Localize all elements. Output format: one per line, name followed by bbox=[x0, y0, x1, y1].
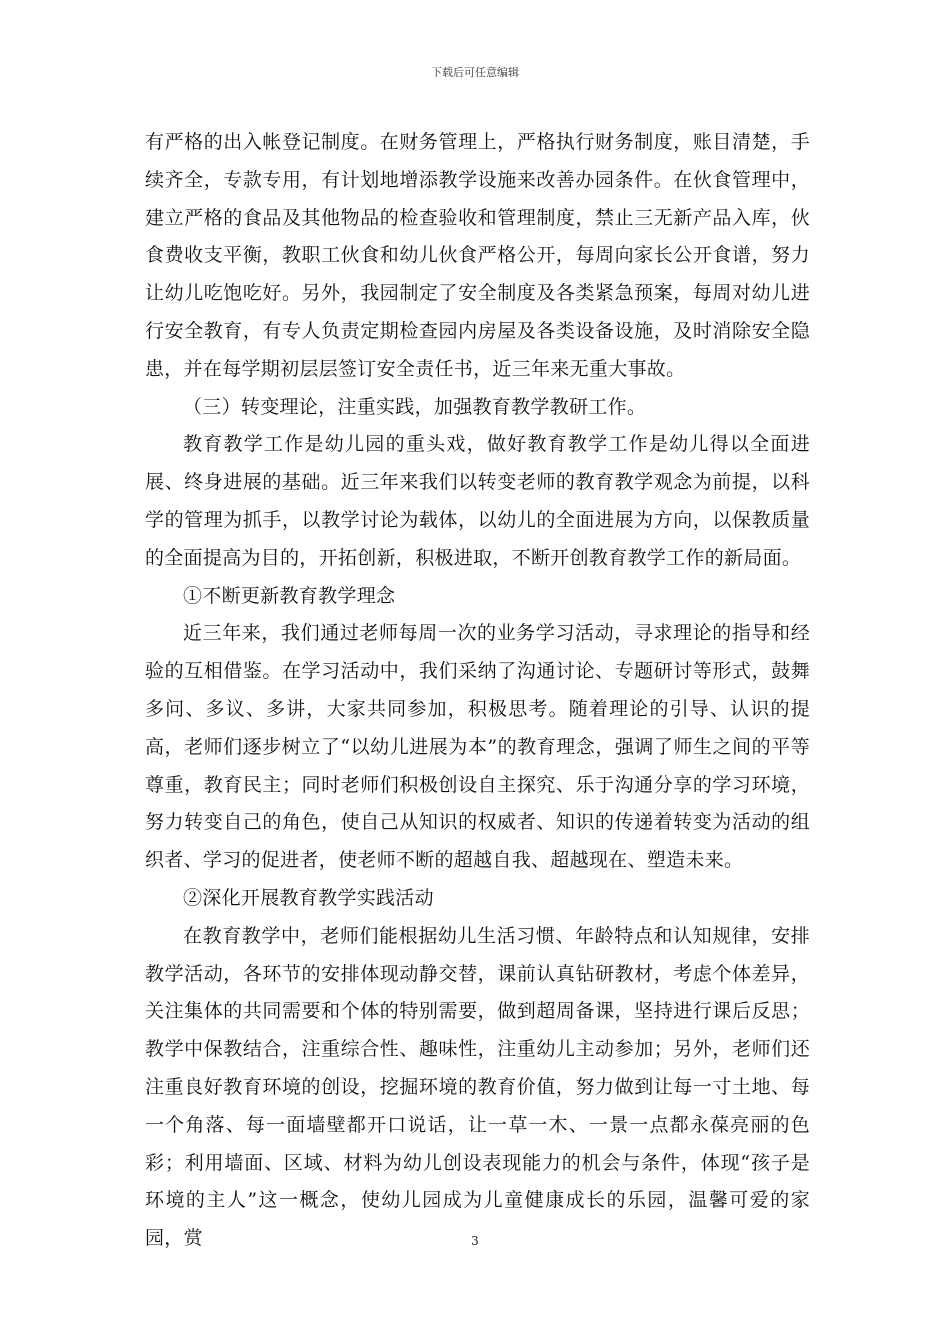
paragraph-practice: 在教育教学中，老师们能根据幼儿生活习惯、年龄特点和认知规律，安排教学活动，各环节的安排体现动静交替，课前认真钻研教材，考虑个体差异，关注集体的共同需要和个体的特别需要，做到超周备课，坚持进行课后反思；教学中保教结合，注重综合性、趣味性，注重幼儿主动参加；另外，老师们还注重良好教育环境的创设，挖掘环境的教育价值，努力做到让每一寸土地、每一个角落、每一面墙壁都开口说话，让一草一木、一景一点都永葆亮丽的色彩；利用墙面、区域、材料为幼儿创设表现能力的机会与条件，体现“孩子是环境的主人”这一概念，使幼儿园成为儿童健康成长的乐园，温馨可爱的家园，赏 bbox=[145, 924, 810, 1250]
subheading-1: ①不断更新教育教学理念 bbox=[183, 584, 396, 607]
page-header: 下载后可任意编辑 bbox=[431, 66, 519, 79]
subheading-2: ②深化开展教育教学实践活动 bbox=[183, 886, 434, 909]
paragraph-teaching-intro: 教育教学工作是幼儿园的重头戏，做好教育教学工作是幼儿得以全面进展、终身进展的基础。近三年来我们以转变老师的教育教学观念为前提，以科学的管理为抓手，以教学讨论为载体，以幼儿的全面进展为方向，以保教质量的全面提高为目的，开拓创新，积极进取，不断开创教育教学工作的新局面。 bbox=[145, 433, 810, 569]
document-body bbox=[145, 124, 810, 1258]
page-number: 3 bbox=[471, 1234, 479, 1248]
section-heading-3: （三）转变理论，注重实践，加强教育教学教研工作。 bbox=[183, 395, 647, 418]
paragraph-management: 有严格的出入帐登记制度。在财务管理上，严格执行财务制度，账目清楚，手续齐全，专款专用，有计划地增添教学设施来改善办园条件。在伙食管理中，建立严格的食品及其他物品的检查验收和管理制度，禁止三无新产品入库，伙食费收支平衡，教职工伙食和幼儿伙食严格公开，每周向家长公开食谱，努力让幼儿吃饱吃好。另外，我园制定了安全制度及各类紧急预案，每周对幼儿进行安全教育，有专人负责定期检查园内房屋及各类设备设施，及时消除安全隐患，并在每学期初层层签订安全责任书，近三年来无重大事故。 bbox=[145, 131, 810, 380]
paragraph-concepts: 近三年来，我们通过老师每周一次的业务学习活动，寻求理论的指导和经验的互相借鉴。在学习活动中，我们采纳了沟通讨论、专题研讨等形式，鼓舞多问、多议、多讲，大家共同参加，积极思考。随着理论的引导、认识的提高，老师们逐步树立了“以幼儿进展为本”的教育理念，强调了师生之间的平等尊重，教育民主；同时老师们积极创设自主探究、乐于沟通分享的学习环境，努力转变自己的角色，使自己从知识的权威者、知识的传递着转变为活动的组织者、学习的促进者，使老师不断的超越自我、超越现在、塑造未来。 bbox=[145, 622, 810, 872]
